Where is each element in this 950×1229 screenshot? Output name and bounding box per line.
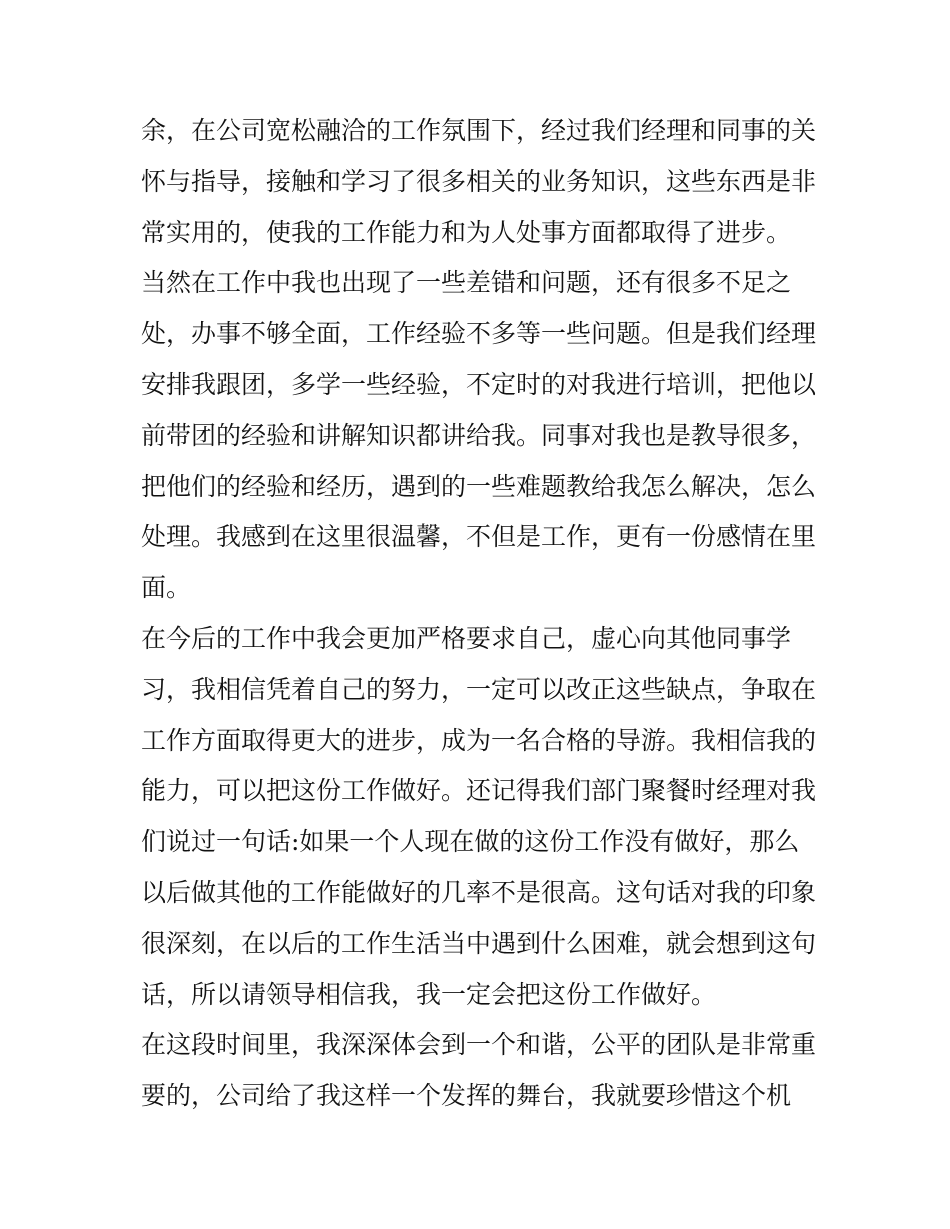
text-line-4: 当然在工作中我也出现了一些差错和问题，还有很多不足之 [141,268,792,298]
text-line-1: 余，在公司宽松融洽的工作氛围下，经过我们经理和同事的关 [141,116,817,145]
text-line-20: 要的，公司给了我这样一个发挥的舞台，我就要珍惜这个机 [141,1081,792,1111]
text-line-2: 怀与指导，接触和学习了很多相关的业务知识，这些东西是非 [141,166,817,196]
text-line-6: 安排我跟团，多学一些经验，不定时的对我进行培训，把他以 [141,369,817,399]
text-line-10: 面。 [141,573,192,603]
text-line-8: 把他们的经验和经历，遇到的一些难题教给我怎么解决，怎么 [141,471,817,501]
text-line-7: 前带团的经验和讲解知识都讲给我。同事对我也是教导很多， [141,420,817,450]
text-line-14: 能力，可以把这份工作做好。还记得我们部门聚餐时经理对我 [141,776,817,806]
text-line-15: 们说过一句话:如果一个人现在做的这份工作没有做好，那么 [141,827,800,857]
text-line-18: 话，所以请领导相信我，我一定会把这份工作做好。 [141,979,717,1009]
text-line-17: 很深刻，在以后的工作生活当中遇到什么困难，就会想到这句 [141,928,817,958]
text-line-16: 以后做其他的工作能做好的几率不是很高。这句话对我的印象 [141,877,817,907]
text-line-19: 在这段时间里，我深深体会到一个和谐，公平的团队是非常重 [141,1030,817,1060]
text-line-13: 工作方面取得更大的进步，成为一名合格的导游。我相信我的 [141,725,817,755]
text-line-12: 习，我相信凭着自己的努力，一定可以改正这些缺点，争取在 [141,674,817,704]
text-line-11: 在今后的工作中我会更加严格要求自己，虚心向其他同事学 [141,623,792,653]
document-body-text [141,106,821,1122]
text-line-3: 常实用的，使我的工作能力和为人处事方面都取得了进步。 [141,217,792,247]
text-line-5: 处，办事不够全面，工作经验不多等一些问题。但是我们经理 [141,319,817,349]
text-line-9: 处理。我感到在这里很温馨，不但是工作，更有一份感情在里 [141,522,817,552]
